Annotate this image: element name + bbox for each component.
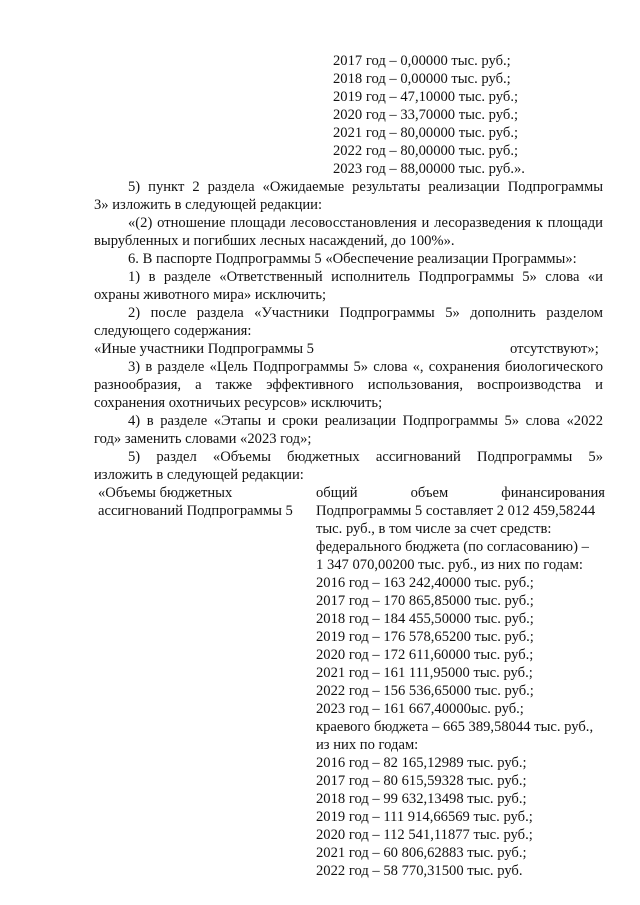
year-line: 2018 год – 0,00000 тыс. руб.; (333, 71, 511, 87)
quote-p2-line1: «(2) отношение площади лесовосстановления и лесоразведения к площади (128, 215, 603, 231)
financing-line: 2021 год – 60 806,62883 тыс. руб.; (316, 845, 527, 861)
financing-line: федерального бюджета (по согласованию) – (316, 539, 589, 555)
year-line: 2022 год – 80,00000 тыс. руб.; (333, 143, 519, 159)
financing-line: 2016 год – 82 165,12989 тыс. руб.; (316, 755, 527, 771)
section6-item1-line2: охраны животного мира» исключить; (94, 287, 327, 303)
other-participants-value: отсутствуют»; (510, 341, 599, 357)
table-left-line1: «Объемы бюджетных (98, 485, 233, 501)
financing-line: общий объем финансирования (316, 485, 605, 501)
financing-line: тыс. руб., в том числе за счет средств: (316, 521, 552, 537)
year-line: 2023 год – 88,00000 тыс. руб.». (333, 161, 525, 177)
financing-line: 2021 год – 161 111,95000 тыс. руб.; (316, 665, 533, 681)
financing-line: 2018 год – 184 455,50000 тыс. руб.; (316, 611, 534, 627)
item5-p2-line1: 5) пункт 2 раздела «Ожидаемые результаты реализации Подпрограммы (128, 179, 603, 195)
financing-line: 2017 год – 170 865,85000 тыс. руб.; (316, 593, 534, 609)
section6-title: 6. В паспорте Подпрограммы 5 «Обеспечение реализации Программы»: (128, 251, 577, 267)
financing-line: 2017 год – 80 615,59328 тыс. руб.; (316, 773, 527, 789)
financing-line: 2018 год – 99 632,13498 тыс. руб.; (316, 791, 527, 807)
financing-line: Подпрограммы 5 составляет 2 012 459,58244 (316, 503, 596, 519)
other-participants-label: «Иные участники Подпрограммы 5 (94, 341, 314, 357)
financing-line: краевого бюджета – 665 389,58044 тыс. руб., (316, 719, 594, 735)
financing-line: из них по годам: (316, 737, 419, 753)
year-line: 2019 год – 47,10000 тыс. руб.; (333, 89, 519, 105)
financing-line: 2019 год – 176 578,65200 тыс. руб.; (316, 629, 534, 645)
section6-item1-line1: 1) в разделе «Ответственный исполнитель Подпрограммы 5» слова «и (128, 269, 603, 285)
year-line: 2020 год – 33,70000 тыс. руб.; (333, 107, 519, 123)
financing-line: 2020 год – 172 611,60000 тыс. руб.; (316, 647, 534, 663)
section6-item3-line3: сохранения охотничьих ресурсов» исключить; (94, 395, 383, 411)
financing-line: 2020 год – 112 541,11877 тыс. руб.; (316, 827, 533, 843)
financing-line: 1 347 070,00200 тыс. руб., из них по годам: (316, 557, 583, 573)
section6-item4-line2: год» заменить словами «2023 год»; (94, 431, 312, 447)
quote-p2-line2: вырубленных и погибших лесных насаждений, до 100%». (94, 233, 455, 249)
item5-p2-line2: 3» изложить в следующей редакции: (94, 197, 323, 213)
section6-item2-line1: 2) после раздела «Участники Подпрограммы 5» дополнить разделом (128, 305, 603, 321)
financing-line: 2022 год – 156 536,65000 тыс. руб.; (316, 683, 534, 699)
section6-item3-line2: разнообразия, а также эффективного использования, воспроизводства и (94, 377, 603, 393)
table-left-line2: ассигнований Подпрограммы 5 (98, 503, 293, 519)
section6-item2-line2: следующего содержания: (94, 323, 252, 339)
financing-line: 2023 год – 161 667,40000ыс. руб.; (316, 701, 524, 717)
financing-line: 2019 год – 111 914,66569 тыс. руб.; (316, 809, 533, 825)
financing-line: 2016 год – 163 242,40000 тыс. руб.; (316, 575, 534, 591)
financing-line: 2022 год – 58 770,31500 тыс. руб. (316, 863, 523, 879)
section6-item4-line1: 4) в разделе «Этапы и сроки реализации Подпрограммы 5» слова «2022 (128, 413, 603, 429)
year-line: 2021 год – 80,00000 тыс. руб.; (333, 125, 519, 141)
section6-item3-line1: 3) в разделе «Цель Подпрограммы 5» слова «, сохранения биологического (128, 359, 603, 375)
year-line: 2017 год – 0,00000 тыс. руб.; (333, 53, 511, 69)
section6-item5-line1: 5) раздел «Объемы бюджетных ассигнований Подпрограммы 5» (128, 449, 603, 465)
section6-item5-line2: изложить в следующей редакции: (94, 467, 304, 483)
